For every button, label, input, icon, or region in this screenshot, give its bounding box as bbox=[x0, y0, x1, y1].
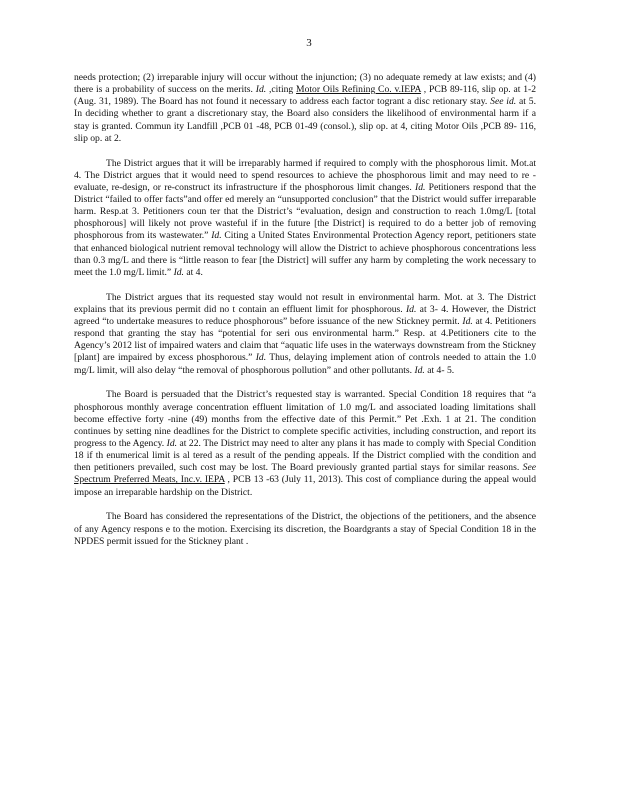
text-run: at 4. Petitioners respond that granting the stay has “potential for seri ous environmental harm.” Resp. at 4.Petitioners cite to the Agency’s 2012 list of impaired waters and claim that “aquatic life uses in the waterways downstream from the Stickney [plant] are impaired by excess phosphorous.” bbox=[74, 316, 536, 364]
citation-signal: Id. bbox=[415, 181, 426, 193]
text-run: Thus, delaying implement ation of controls needed to attain the 1.0 mg/L limit, will also delay “the removal of phosphorous pollution” and other pollutants. bbox=[74, 352, 536, 376]
text-run: The Board has considered the representations of the District, the objections of the petitioners, and the absence of any Agency respons e to the motion. Exercising its discretion, the Boardgrants a stay of Special Condition 18 in the NPDES permit issued for the Stickney plant . bbox=[74, 511, 536, 547]
case-citation: Spectrum Preferred Meats, Inc.v. IEPA bbox=[74, 474, 225, 486]
citation-signal: Id. bbox=[462, 316, 473, 327]
text-run: at 3- 4. However, the District agreed “to undertake measures to reduce phosphorous” before issuance of the new Stickney permit. bbox=[74, 303, 536, 327]
text-run: Citing a United States Environmental Protection Agency report, petitioners state that enhanced biological nutrient removal technology will allow the District to achieve phosphorous concentrations less than 0.3 mg/L and there is “little reason to fear [the District] will suffer any harm by completing the work necessary to meet the 1.0 mg/L limit.” bbox=[74, 230, 536, 278]
paragraph bbox=[74, 292, 536, 377]
paragraph bbox=[74, 72, 536, 145]
text-run: The District argues that it will be irreparably harmed if required to comply with the phosphorous limit. Mot.at 4. The District argues that it would need to spend resources to achieve the phosphorous limit and may need to re -evaluate, re-design, or re-construct its infrastructure if the phosphorous limit changes. bbox=[74, 157, 536, 193]
text-run: ,citing bbox=[266, 84, 297, 96]
text-run: at 5. In deciding whether to grant a discretionary stay, the Board also considers the likelihood of environmental harm if a stay is granted. Commun ity Landfill ,PCB 01 -48, PCB 01-49 (consol.), slip op. at 4, citing Motor Oils ,PCB 89- 116, slip op. at 2. bbox=[74, 96, 536, 144]
text-run: , PCB 89-116, slip op. at 1-2 (Aug. 31, 1989). The Board has not found it necessary to address each factor togrant a disc retionary stay. bbox=[74, 84, 537, 108]
text-run: The District argues that its requested stay would not result in environmental harm. Mot. at 3. The District explains that its previous permit did no t contain an effluent limit for phosphorous. bbox=[74, 291, 536, 315]
text-run: The Board is persuaded that the District’s requested stay is warranted. Special Condition 18 requires that “a phosphorous monthly average concentration effluent limitation of 1.0 mg/L and associated loading limitations shall become effective forty -nine (49) months from the effective date of this Permit.” Pet .Exh. 1 at 21. The condition continues by setting nine deadlines for the District to complete specific activities, including construction, and report its progress to the Agency. bbox=[74, 389, 536, 449]
page-number: 3 bbox=[306, 37, 312, 49]
citation-signal: Id. bbox=[255, 352, 267, 364]
citation-signal: Id. bbox=[166, 438, 178, 449]
paragraph bbox=[74, 511, 536, 547]
text-run: at 4- 5. bbox=[424, 364, 455, 376]
citation-signal: Id. bbox=[211, 230, 222, 242]
text-run: at 4. bbox=[183, 266, 203, 278]
text-run: at 22. The District may need to alter any plans it has made to comply with Special Condition 18 if th enumerical limit is al tered as a result of the pending appeals. If the District complied with the condition and then petitioners prevailed, such cost may be lost. The Board previously granted partial stays for similar reasons. bbox=[74, 438, 536, 474]
citation-signal: See id. bbox=[490, 96, 517, 108]
text-run: needs protection; (2) irreparable injury will occur without the injunction; (3) no adequate remedy at law exists; and (4) there is a probability of success on the merits. bbox=[74, 72, 536, 96]
citation-signal: Id. bbox=[414, 364, 425, 376]
citation-signal: See bbox=[522, 462, 536, 474]
document-body bbox=[74, 72, 536, 560]
case-citation: Motor Oils Refining Co. v.IEPA bbox=[296, 84, 421, 96]
paragraph bbox=[74, 158, 536, 280]
text-run: , PCB 13 -63 (July 11, 2013). This cost of compliance during the appeal would impose an irreparable hardship on the District. bbox=[74, 474, 536, 498]
citation-signal: Id. bbox=[405, 303, 417, 315]
citation-signal: Id. bbox=[173, 266, 184, 278]
text-run: Petitioners respond that the District “failed to offer facts”and offer ed merely an “unsupported conclusion” that the District would suffer irreparable harm. Resp.at 3. Petitioners coun ter that the District’s “evaluation, design and construction to reach 1.0mg/L [total phosphorous] will likely not prove wasteful if in the future [the District] is required to do a better job of removing phosphorous from its wastewater.” bbox=[74, 181, 536, 242]
paragraph bbox=[74, 389, 536, 498]
citation-signal: Id. bbox=[255, 84, 267, 96]
